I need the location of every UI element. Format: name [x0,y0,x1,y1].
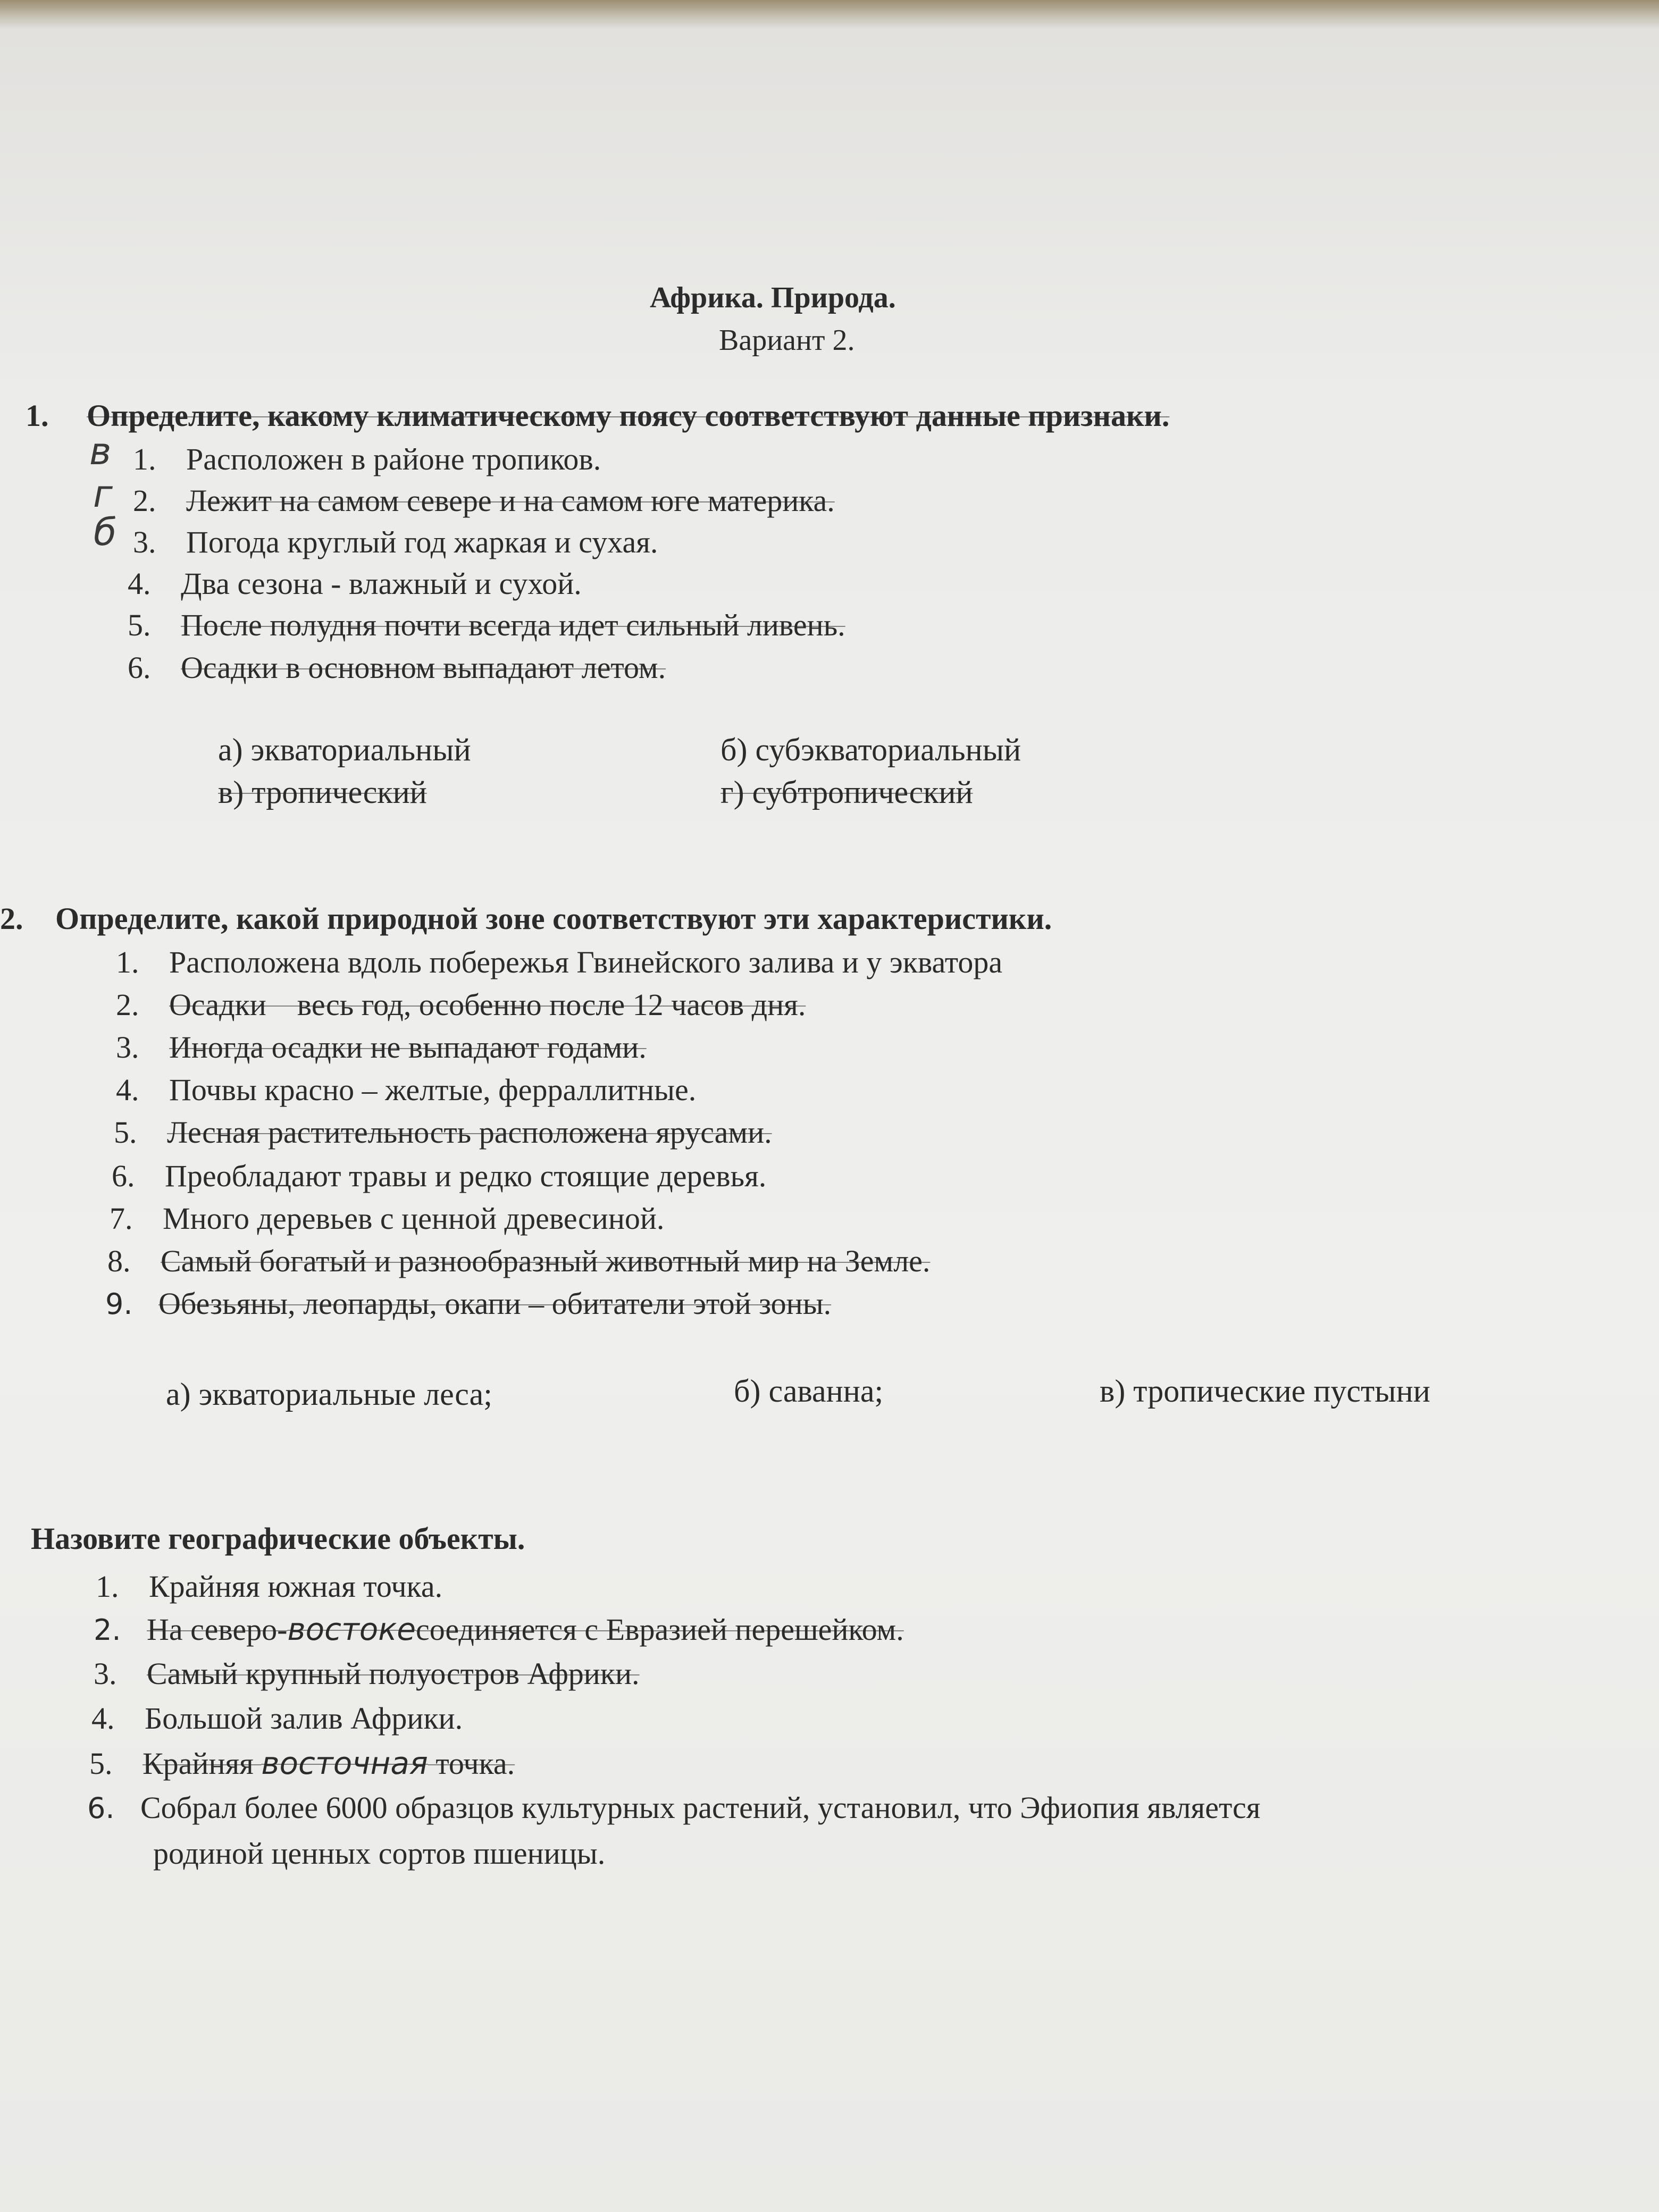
q3-item-3: 3. Самый крупный полуостров Африки. [94,1656,640,1691]
q1-item-1: 1. Расположен в районе тропиков. [133,442,601,476]
q1-option-a: а) экваториальный [218,732,471,767]
q1-option-g: г) субтропический [720,775,973,810]
q2-heading [0,901,1052,936]
q2-item-5: 5. Лесная растительность расположена ярусами. [114,1115,772,1150]
q2-item-7: 7. Много деревьев с ценной древесиной. [110,1201,665,1236]
q2-item-2: 2. Осадки весь год, особенно после 12 часов дня. [116,987,806,1022]
q1-heading-text: Определите, какому климатическому поясу соответствуют данные признаки. [87,398,1170,433]
q1-option-v: в) тропический [218,775,427,810]
q3-item-4: 4. Большой залив Африки. [91,1701,463,1736]
q1-item-4: 4. Два сезона - влажный и сухой. [128,566,582,601]
page-top-edge [0,0,1659,29]
q2-item-1: 1. Расположена вдоль побережья Гвинейского залива и у экватора [116,945,1003,979]
q2-item-8: 8. Самый богатый и разнообразный животный мир на Земле. [107,1244,931,1278]
q2-option-b: б) саванна; [734,1373,884,1409]
q1-heading [26,398,1169,433]
q3-item-5: 5. Крайняя восточная точка. [89,1745,515,1781]
q1-item-1-answer-mark: в [89,430,112,473]
q2-option-v: в) тропические пустыни [1100,1373,1430,1409]
q1-item-2-answer-mark: г [93,472,113,516]
q2-item-3: 3. Иногда осадки не выпадают годами. [116,1030,647,1065]
worksheet-title: Африка. Природа. [650,281,896,314]
q1-item-2: 2. Лежит на самом севере и на самом юге материка. [133,483,835,518]
q1-item-3: 3. Погода круглый год жаркая и сухая. [133,525,658,559]
q1-item-6: 6. Осадки в основном выпадают летом. [128,650,666,685]
q2-item-4: 4. Почвы красно – желтые, ферраллитные. [116,1073,697,1107]
q2-heading-text: Определите, какой природной зоне соответствуют эти характеристики. [55,901,1052,936]
q3-heading: Назовите географические объекты. [31,1521,525,1556]
q1-option-b: б) субэкваториальный [720,732,1021,767]
q1-number: 1. [26,398,49,433]
q2-item-9: 9. Обезьяны, леопарды, окапи – обитатели этой зоны. [105,1286,832,1321]
q2-option-a: а) экваториальные леса; [166,1377,492,1412]
q3-item-6: 6. Собрал более 6000 образцов культурных растений, установил, что Эфиопия является [87,1790,1261,1825]
worksheet-variant: Вариант 2. [719,324,855,357]
q3-item-1: 1. Крайняя южная точка. [96,1569,443,1604]
q3-item-5-handwritten: восточная [261,1745,428,1781]
q3-item-2: 2. На северо-востокесоединяется с Евразией перешейком. [94,1611,904,1647]
q1-item-3-answer-mark: б [94,510,117,554]
q3-item-2-handwritten: востоке [287,1611,416,1647]
q1-item-5: 5. После полудня почти всегда идет сильный ливень. [128,608,845,642]
q3-item-6-continued: родиной ценных сортов пшеницы. [153,1836,606,1871]
q2-number: 2. [0,901,23,936]
q2-item-6: 6. Преобладают травы и редко стоящие деревья. [112,1159,767,1193]
